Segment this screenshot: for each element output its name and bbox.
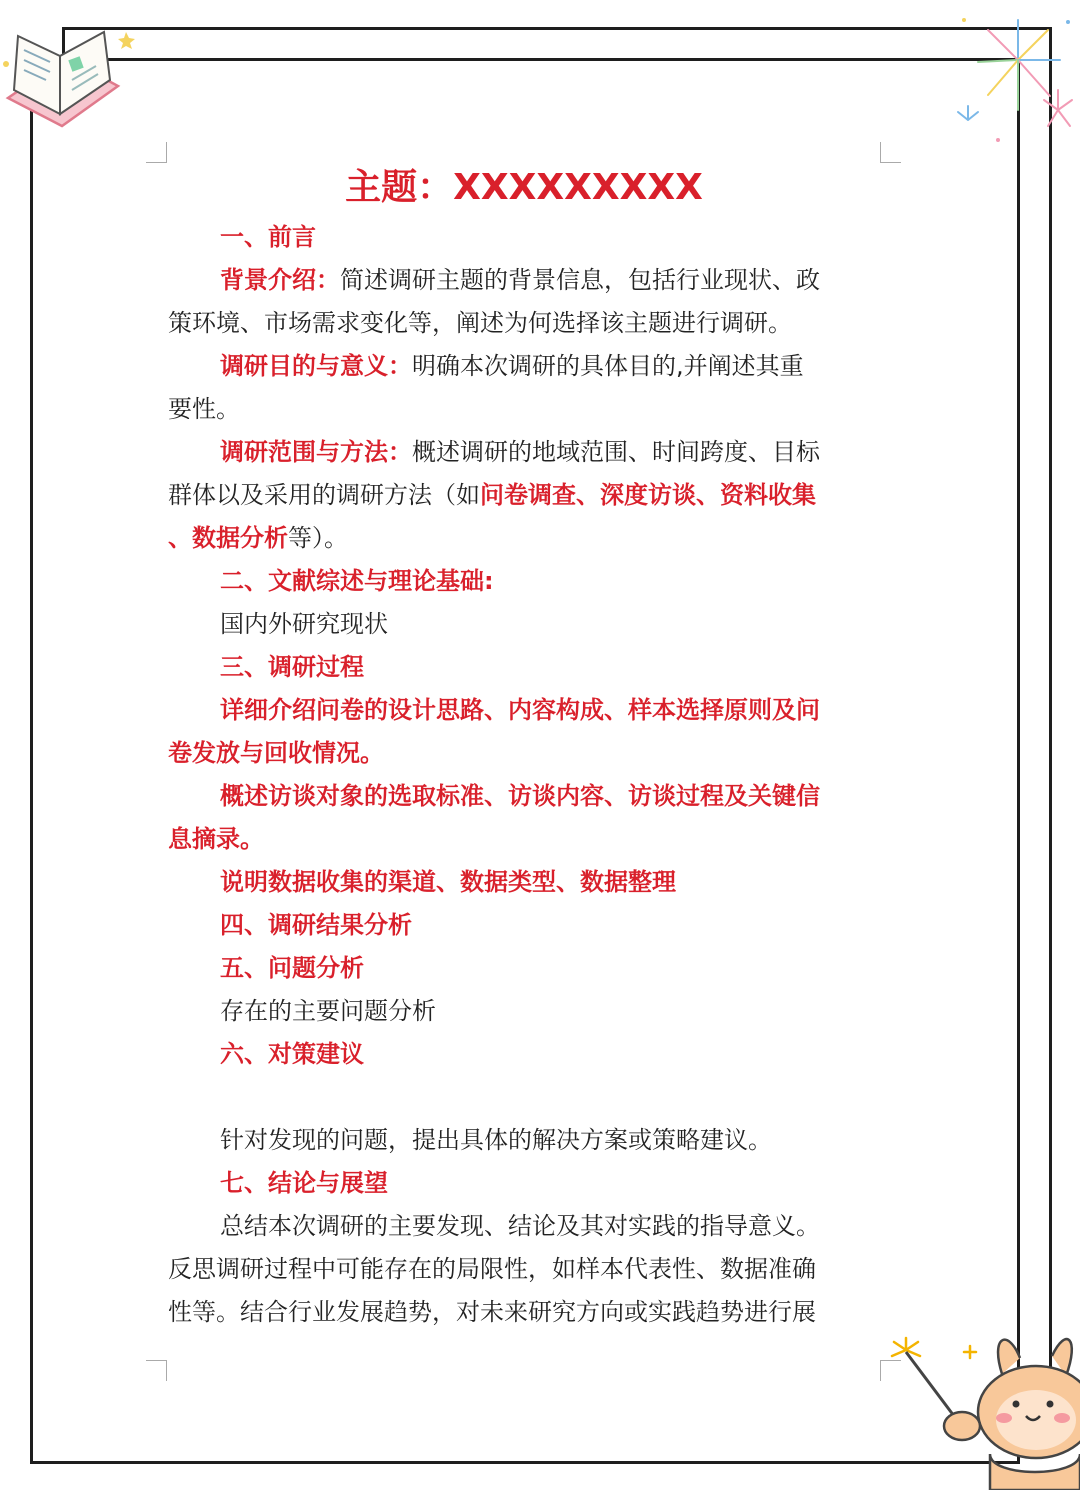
process-questionnaire-text: 详细介绍问卷的设计思路、内容构成、样本选择原则及问 (220, 696, 820, 724)
process-questionnaire-text-cont: 卷发放与回收情况。 (168, 739, 384, 767)
margin-corner-mark (880, 142, 901, 163)
background-text: 简述调研主题的背景信息，包括行业现状、政 (340, 266, 820, 294)
problems-text: 存在的主要问题分析 (220, 997, 436, 1025)
aim-text-cont: 要性。 (168, 395, 240, 423)
scope-text-tail: 等）。 (288, 524, 348, 552)
section-heading-preface: 一、前言 (220, 223, 316, 251)
conclusion-text-2: 反思调研过程中可能存在的局限性，如样本代表性、数据准确 (168, 1255, 816, 1283)
section-heading-process: 三、调研过程 (220, 653, 364, 681)
section-heading-results: 四、调研结果分析 (220, 911, 412, 939)
blank-line (168, 1076, 880, 1119)
page-title: 主题：XXXXXXXXX (345, 167, 703, 208)
section-heading-conclusion: 七、结论与展望 (220, 1169, 388, 1197)
scope-text-end (168, 517, 880, 560)
bunny-with-wand-icon (870, 1328, 1080, 1490)
aim-text: 明确本次调研的具体目的,并阐述其重 (412, 352, 804, 380)
process-interview-text-cont: 息摘录。 (168, 825, 264, 853)
section-heading-problems: 五、问题分析 (220, 954, 364, 982)
background-paragraph (168, 259, 880, 302)
background-label: 背景介绍： (220, 266, 340, 294)
margin-corner-mark (146, 142, 167, 163)
open-book-sticker-icon (0, 28, 140, 146)
process-data-text: 说明数据收集的渠道、数据类型、数据整理 (220, 868, 676, 896)
scope-methods-highlight: 问卷调查、深度访谈、资料收集 (480, 481, 816, 509)
scope-methods-highlight-end: 、数据分析 (168, 524, 288, 552)
literature-text: 国内外研究现状 (220, 610, 388, 638)
background-text-cont: 策环境、市场需求变化等，阐述为何选择该主题进行调研。 (168, 309, 792, 337)
process-interview-text: 概述访谈对象的选取标准、访谈内容、访谈过程及关键信 (220, 782, 820, 810)
suggestions-text: 针对发现的问题，提出具体的解决方案或策略建议。 (220, 1126, 772, 1154)
conclusion-text-3: 性等。结合行业发展趋势，对未来研究方向或实践趋势进行展 (168, 1298, 816, 1326)
scope-text: 概述调研的地域范围、时间跨度、目标 (412, 438, 820, 466)
fireworks-icon (948, 0, 1080, 160)
document-body (168, 160, 880, 1334)
scope-text-cont (168, 474, 880, 517)
aim-paragraph (168, 345, 880, 388)
section-heading-suggestions: 六、对策建议 (220, 1040, 364, 1068)
aim-label: 调研目的与意义： (220, 352, 412, 380)
scope-label: 调研范围与方法： (220, 438, 412, 466)
conclusion-text: 总结本次调研的主要发现、结论及其对实践的指导意义。 (220, 1212, 820, 1240)
section-heading-literature: 二、文献综述与理论基础: (220, 567, 494, 595)
margin-corner-mark (146, 1360, 167, 1381)
scope-paragraph (168, 431, 880, 474)
scope-text-part: 群体以及采用的调研方法（如 (168, 481, 480, 509)
